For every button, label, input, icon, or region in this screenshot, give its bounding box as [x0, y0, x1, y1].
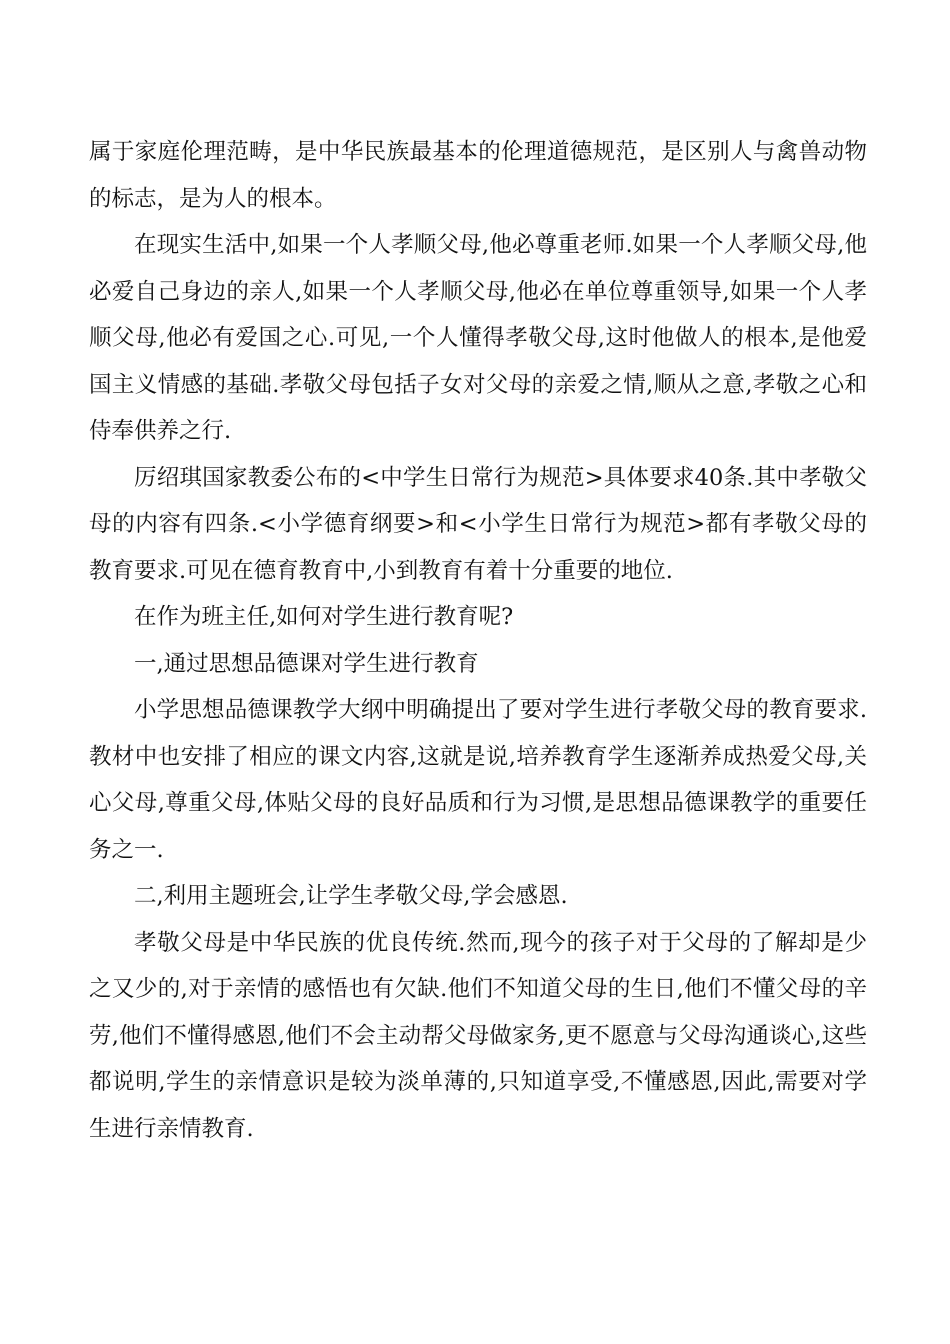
heading-section-two: 二,利用主题班会,让学生孝敬父母,学会感恩.	[134, 883, 568, 909]
paragraph-gratitude: 孝敬父母是中华民族的优良传统.然而,现今的孩子对于父母的了解却是少之又少的,对于亲情的感悟也有欠缺.他们不知道父母的生日,他们不懂父母的辛劳,他们不懂得感恩,他们不会主动帮父母做家务,更不愿意与父母沟通谈心,这些都说明,学生的亲情意识是较为淡单薄的,只知道享受,不懂感恩,因此,需要对学生进行亲情教育.	[89, 929, 867, 1142]
paragraph-question: 在作为班主任,如何对学生进行教育呢?	[134, 604, 514, 630]
heading-section-one: 一,通过思想品德课对学生进行教育	[134, 650, 479, 677]
paragraph-moral-class: 小学思想品德课教学大纲中明确提出了要对学生进行孝敬父母的教育要求.教材中也安排了相应的课文内容,这就是说,培养教育学生逐渐养成热爱父母,关心父母,尊重父母,体贴父母的良好品质和行为习惯,是思想品德课教学的重要任务之一.	[89, 697, 867, 863]
paragraph-filial-piety-social: 在现实生活中,如果一个人孝顺父母,他必尊重老师.如果一个人孝顺父母,他必爱自己身边的亲人,如果一个人孝顺父母,他必在单位尊重领导,如果一个人孝顺父母,他必有爱国之心.可见,一个人懂得孝敬父母,这时他做人的根本,是他爱国主义情感的基础.孝敬父母包括子女对父母的亲爱之情,顺从之意,孝敬之心和侍奉供养之行.	[89, 232, 867, 444]
paragraph-continued: 属于家庭伦理范畴，是中华民族最基本的伦理道德规范，是区别人与禽兽动物的标志，是为人的根本。	[89, 139, 867, 212]
document-body	[89, 129, 867, 1152]
paragraph-code-of-conduct: 厉绍琪国家教委公布的<中学生日常行为规范>具体要求40条.其中孝敬父母的内容有四条.<小学德育纲要>和<小学生日常行为规范>都有孝敬父母的教育要求.可见在德育教育中,小到教育有着十分重要的地位.	[89, 464, 867, 584]
